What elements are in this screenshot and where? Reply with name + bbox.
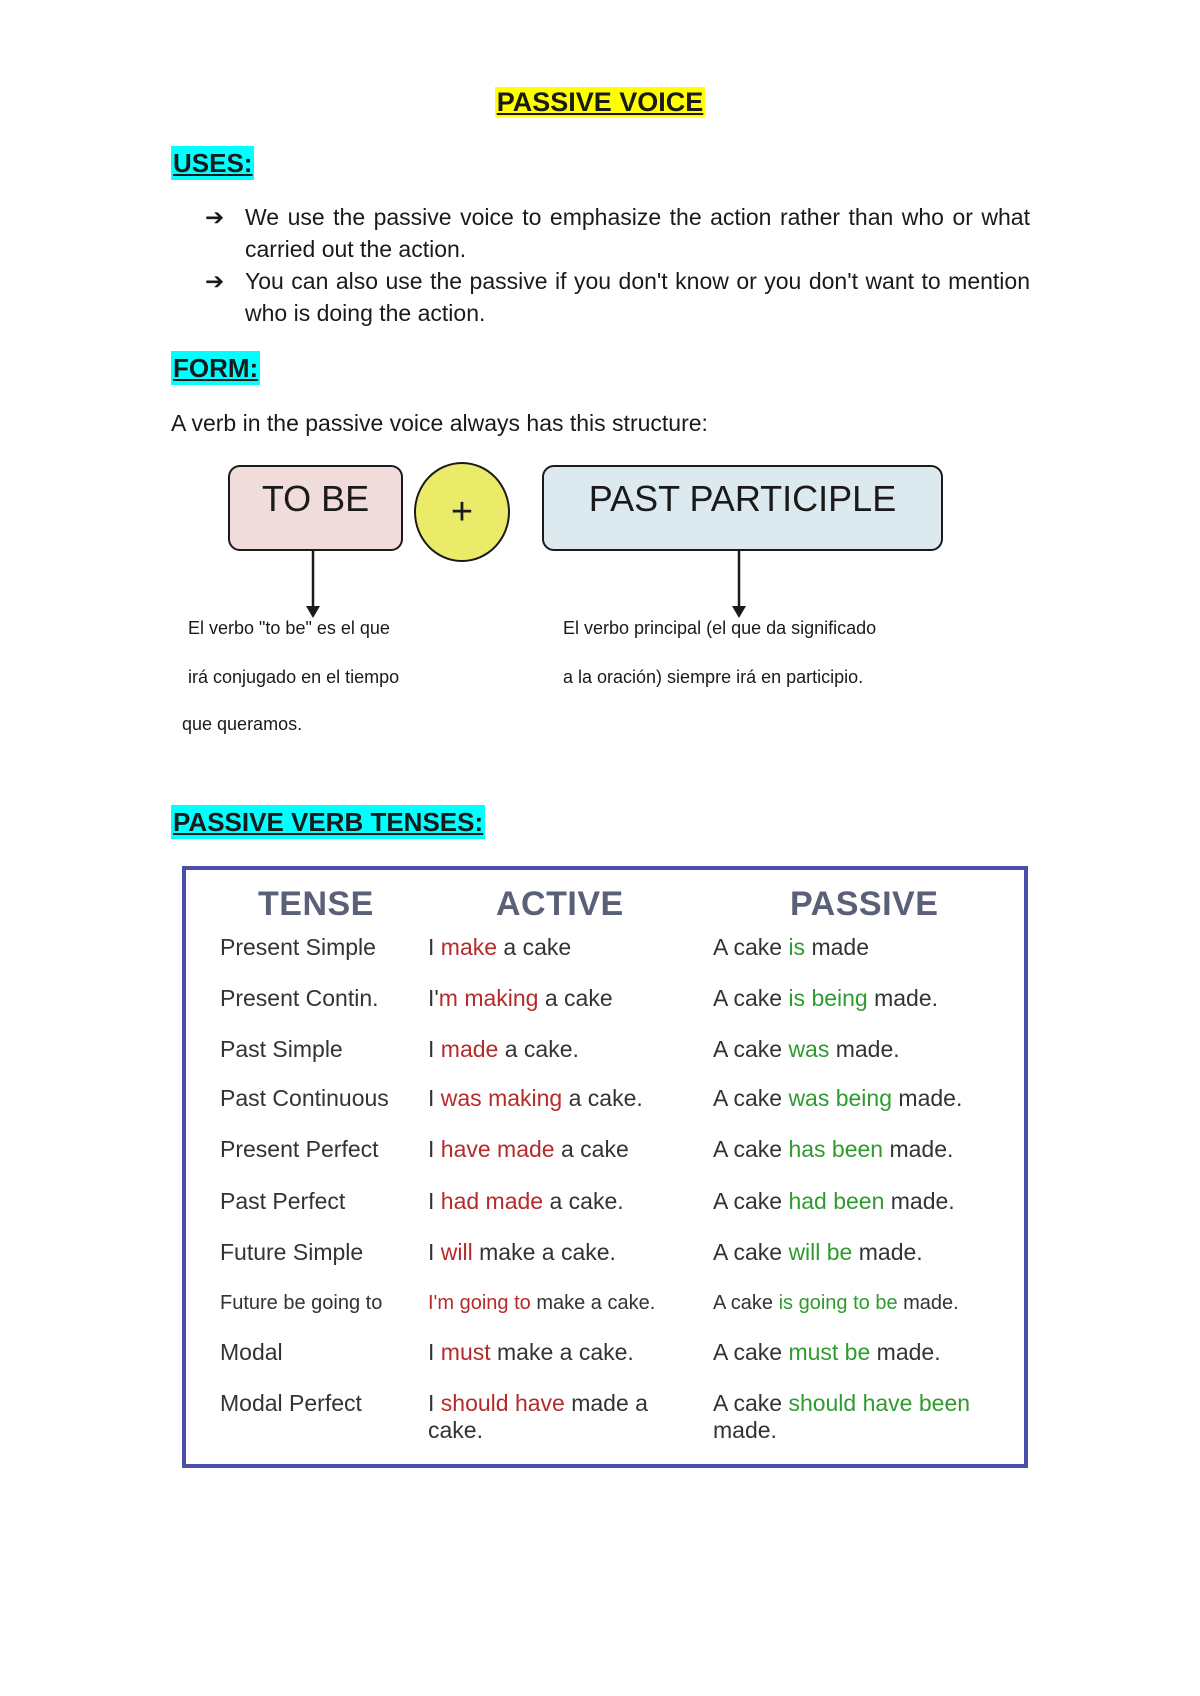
passive-text-segment: made. [829, 1036, 900, 1062]
tense-cell: Present Contin. [220, 985, 379, 1011]
active-cell [428, 985, 704, 1012]
active-text-segment: a cake [497, 934, 572, 960]
active-text-segment: make a cake. [530, 1292, 656, 1314]
tense-cell: Past Perfect [220, 1188, 346, 1214]
note-right-line-1: El verbo principal (el que da significado [563, 618, 877, 638]
active-cell [428, 1136, 704, 1163]
passive-text-segment: made. [884, 1188, 955, 1214]
active-text-segment: make a cake. [472, 1239, 616, 1265]
passive-cell [713, 1188, 1013, 1215]
active-text-segment: was making [440, 1085, 563, 1111]
passive-text-segment: A cake [713, 1390, 789, 1416]
past-participle-box: PAST PARTICIPLE [542, 465, 943, 551]
active-text-segment: I [428, 1085, 441, 1111]
arrow-down-icon [306, 549, 320, 618]
passive-cell [713, 934, 1013, 961]
active-cell [428, 934, 704, 961]
passive-text-segment: is being [788, 985, 868, 1011]
column-header-passive: PASSIVE [790, 885, 939, 923]
active-text-segment: should have [440, 1390, 565, 1416]
active-text-segment: make a cake. [490, 1339, 634, 1365]
column-header-tense: TENSE [258, 885, 374, 923]
active-cell [428, 1036, 704, 1063]
passive-cell [713, 1239, 1013, 1266]
column-header-active: ACTIVE [496, 885, 624, 923]
passive-text-segment: made. [897, 1292, 959, 1314]
active-text-segment: I [428, 1036, 441, 1062]
active-cell [428, 1239, 704, 1266]
active-text-segment: I [428, 1390, 441, 1416]
passive-text-segment: A cake [713, 1339, 789, 1365]
passive-text-segment: made. [713, 1417, 777, 1443]
passive-cell [713, 1036, 1013, 1063]
passive-cell [713, 1339, 1013, 1366]
passive-text-segment: was [788, 1036, 830, 1062]
form-intro: A verb in the passive voice always has this structure: [171, 410, 708, 436]
tenses-heading: PASSIVE VERB TENSES: [173, 807, 484, 837]
tense-cell: Present Perfect [220, 1136, 379, 1162]
active-text-segment: I [428, 934, 441, 960]
passive-text-segment: should have been [788, 1390, 971, 1416]
active-text-segment: made a cake. [428, 1390, 648, 1443]
arrow-right-icon: ➔ [205, 204, 225, 230]
arrow-down-icon [732, 549, 746, 618]
passive-text-segment: made. [883, 1136, 954, 1162]
active-text-segment: will [440, 1239, 473, 1265]
passive-text-segment: A cake [713, 934, 789, 960]
active-text-segment: I' [428, 985, 439, 1011]
passive-text-segment: is going to be [778, 1292, 898, 1314]
uses-bullet-text: We use the passive voice to emphasize the action rather than who or what carried out the action. [245, 204, 1030, 262]
passive-text-segment: will be [788, 1239, 853, 1265]
passive-text-segment: made. [892, 1085, 963, 1111]
diagram-arrows [0, 0, 1200, 700]
active-text-segment: made [440, 1036, 499, 1062]
passive-text-segment: A cake [713, 1292, 779, 1314]
note-right-line-2: a la oración) siempre irá en participio. [563, 667, 864, 687]
note-left-line-3: que queramos. [182, 714, 303, 734]
tense-cell: Past Simple [220, 1036, 343, 1062]
active-text-segment: I [428, 1188, 441, 1214]
passive-text-segment: A cake [713, 1136, 789, 1162]
passive-text-segment: A cake [713, 1085, 789, 1111]
passive-text-segment: made. [867, 985, 939, 1011]
passive-text-segment: made [805, 934, 869, 960]
active-cell [428, 1339, 704, 1366]
active-text-segment: I [428, 1239, 441, 1265]
tense-cell: Modal [220, 1339, 283, 1365]
passive-cell [713, 1136, 1013, 1163]
passive-text-segment: A cake [713, 1239, 789, 1265]
passive-text-segment: A cake [713, 985, 789, 1011]
passive-text-segment: A cake [713, 1036, 789, 1062]
passive-cell [713, 1390, 1013, 1444]
tense-cell: Modal Perfect [220, 1390, 362, 1416]
note-left-line-1: El verbo "to be" es el que [188, 618, 390, 638]
active-text-segment: m making [438, 985, 539, 1011]
active-text-segment: I'm going to [428, 1292, 531, 1314]
active-text-segment: have made [440, 1136, 555, 1162]
tense-cell: Present Simple [220, 934, 376, 960]
uses-bullet-text: You can also use the passive if you don't know or you don't want to mention who is doing the action. [245, 268, 1030, 326]
page-title-text: PASSIVE VOICE [496, 87, 704, 117]
passive-cell [713, 1290, 1013, 1317]
note-left-line-2: irá conjugado en el tiempo [188, 667, 400, 687]
active-text-segment: make [440, 934, 498, 960]
active-text-segment: I [428, 1136, 441, 1162]
active-cell [428, 1290, 704, 1317]
passive-text-segment: made. [852, 1239, 923, 1265]
form-heading: FORM: [173, 353, 259, 383]
active-text-segment: a cake. [543, 1188, 624, 1214]
passive-cell [713, 985, 1013, 1012]
plus-circle: + [414, 462, 510, 562]
tense-cell: Future Simple [220, 1239, 364, 1265]
active-text-segment: must [440, 1339, 491, 1365]
passive-cell [713, 1085, 1013, 1112]
active-text-segment: a cake [554, 1136, 629, 1162]
active-cell [428, 1188, 704, 1215]
uses-heading: USES: [173, 148, 253, 178]
active-text-segment: a cake [538, 985, 613, 1011]
active-text-segment: I [428, 1339, 441, 1365]
active-text-segment: a cake. [498, 1036, 579, 1062]
tense-cell: Past Continuous [220, 1085, 389, 1111]
passive-text-segment: made. [870, 1339, 941, 1365]
passive-text-segment: A cake [713, 1188, 789, 1214]
passive-text-segment: is [788, 934, 806, 960]
passive-text-segment: had been [788, 1188, 885, 1214]
passive-text-segment: was being [788, 1085, 893, 1111]
to-be-box: TO BE [228, 465, 403, 551]
active-text-segment: a cake. [562, 1085, 643, 1111]
tense-cell: Future be going to [220, 1292, 383, 1314]
active-cell [428, 1390, 704, 1444]
arrow-right-icon: ➔ [205, 268, 225, 294]
passive-text-segment: must be [788, 1339, 871, 1365]
active-cell [428, 1085, 704, 1112]
passive-text-segment: has been [788, 1136, 884, 1162]
active-text-segment: had made [440, 1188, 544, 1214]
